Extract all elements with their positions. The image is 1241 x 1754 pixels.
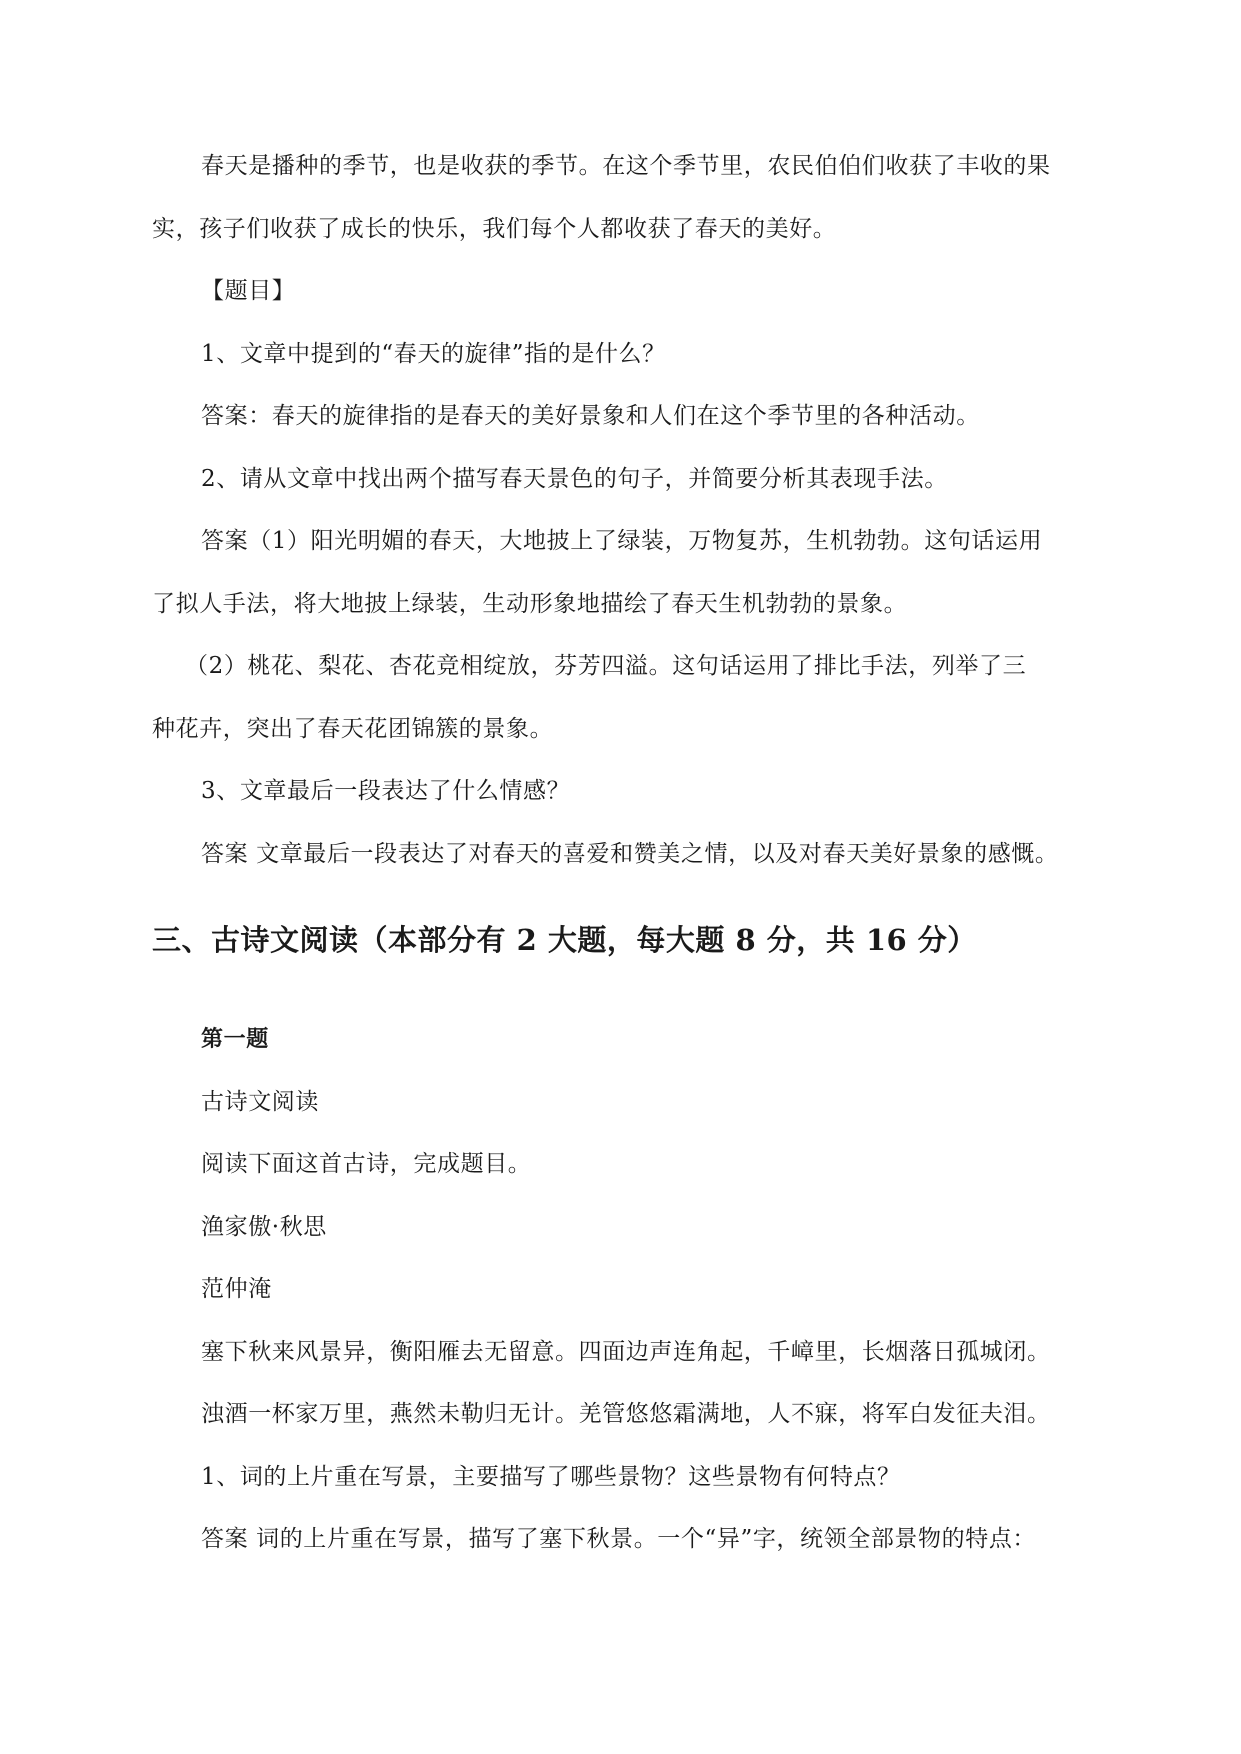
answer-2-line: 答案（1）阳光明媚的春天，大地披上了绿装，万物复苏，生机勃勃。这句话运用 [201, 528, 1043, 554]
poem-line: 塞下秋来风景异，衡阳雁去无留意。四面边声连角起，千嶂里，长烟落日孤城闭。 [201, 1339, 1051, 1365]
poem-answer-1: 答案 词的上片重在写景，描写了塞下秋景。一个“异”字，统领全部景物的特点： [201, 1526, 1037, 1552]
answer-2-line: （2）桃花、梨花、杏花竞相绽放，芬芳四溢。这句话运用了排比手法，列举了三 [185, 653, 1027, 679]
answer-2-line: 了拟人手法，将大地披上绿装，生动形象地描绘了春天生机勃勃的景象。 [152, 591, 908, 617]
question-2: 2、请从文章中找出两个描写春天景色的句子，并简要分析其表现手法。 [201, 466, 948, 492]
paragraph-line: 实，孩子们收获了成长的快乐，我们每个人都收获了春天的美好。 [152, 216, 837, 242]
poem-title: 渔家傲·秋思 [201, 1214, 327, 1240]
questions-label: 【题目】 [201, 278, 296, 304]
poem-line: 浊酒一杯家万里，燕然未勒归无计。羌管悠悠霜满地，人不寐，将军白发征夫泪。 [201, 1401, 1051, 1427]
answer-1: 答案：春天的旋律指的是春天的美好景象和人们在这个季节里的各种活动。 [201, 403, 980, 429]
poem-author: 范仲淹 [201, 1276, 272, 1302]
poem-question-1: 1、词的上片重在写景，主要描写了哪些景物？这些景物有何特点？ [201, 1464, 901, 1490]
instruction: 阅读下面这首古诗，完成题目。 [201, 1151, 532, 1177]
paragraph-line: 春天是播种的季节，也是收获的季节。在这个季节里，农民伯伯们收获了丰收的果 [201, 153, 1051, 179]
answer-3: 答案 文章最后一段表达了对春天的喜爱和赞美之情，以及对春天美好景象的感慨。 [201, 841, 1059, 867]
answer-2-line: 种花卉，突出了春天花团锦簇的景象。 [152, 716, 554, 742]
poem-section-label: 古诗文阅读 [201, 1089, 319, 1115]
question-3: 3、文章最后一段表达了什么情感？ [201, 778, 571, 804]
question-1: 1、文章中提到的“春天的旋律”指的是什么？ [201, 341, 666, 367]
section-heading: 三、古诗文阅读（本部分有 2 大题，每大题 8 分，共 16 分） [152, 923, 977, 957]
subsection-title: 第一题 [201, 1026, 269, 1052]
